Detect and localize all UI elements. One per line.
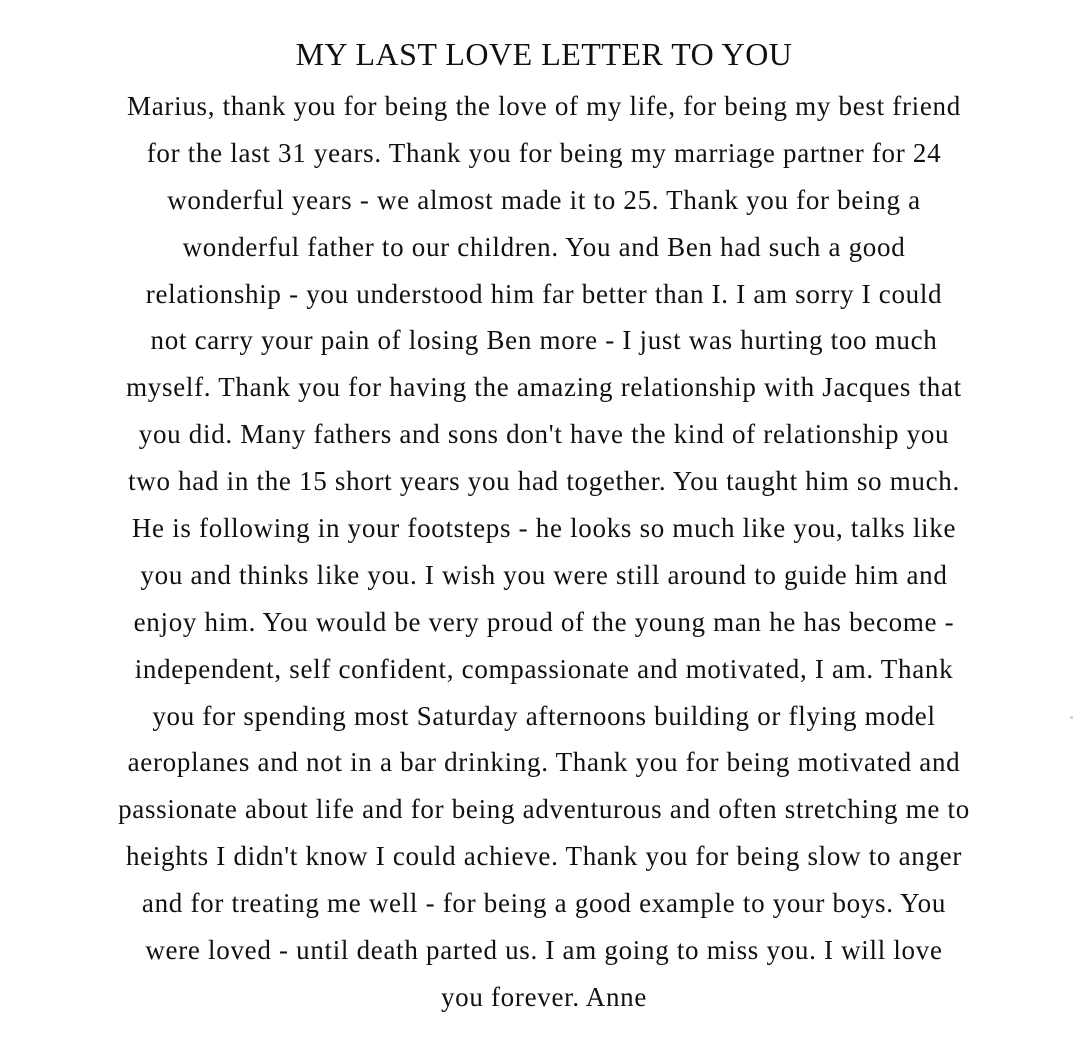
letter-line: myself. Thank you for having the amazing relationship with Jacques that bbox=[126, 372, 962, 403]
letter-line: Marius, thank you for being the love of my life, for being my best friend bbox=[127, 91, 961, 121]
letter-line: you did. Many fathers and sons don't have the kind of relationship you bbox=[138, 419, 950, 450]
scan-speck bbox=[1070, 716, 1073, 719]
letter-line: He is following in your footsteps - he looks so much like you, talks like bbox=[131, 513, 957, 544]
letter-title: MY LAST LOVE LETTER TO YOU bbox=[295, 36, 793, 72]
letter-line: aeroplanes and not in a bar drinking. Thank you for being motivated and bbox=[127, 747, 961, 778]
letter-line: you and thinks like you. I wish you were still around to guide him and bbox=[140, 559, 948, 590]
letter-line: for the last 31 years. Thank you for being my marriage partner for 24 bbox=[146, 137, 942, 168]
letter-line: and for treating me well - for being a good example to your boys. You bbox=[141, 888, 947, 919]
letter-line: relationship - you understood him far better than I. I am sorry I could bbox=[145, 278, 943, 309]
letter-line: passionate about life and for being adventurous and often stretching me to bbox=[118, 794, 970, 825]
letter-line: two had in the 15 short years you had together. You taught him so much. bbox=[128, 466, 960, 497]
letter-line: you for spending most Saturday afternoons building or flying model bbox=[152, 700, 936, 731]
letter-line: wonderful years - we almost made it to 25. Thank you for being a bbox=[167, 184, 921, 215]
letter-line: independent, self confident, compassionate and motivated, I am. Thank bbox=[134, 653, 954, 684]
letter-body bbox=[30, 83, 1058, 1021]
letter-line: not carry your pain of losing Ben more - I just was hurting too much bbox=[150, 325, 938, 356]
letter-line: enjoy him. You would be very proud of the young man he has become - bbox=[133, 606, 955, 637]
letter-line: wonderful father to our children. You and Ben had such a good bbox=[182, 231, 906, 262]
letter-line: heights I didn't know I could achieve. Thank you for being slow to anger bbox=[125, 841, 963, 872]
letter-line: were loved - until death parted us. I am going to miss you. I will love bbox=[145, 935, 943, 966]
letter-signature-line: you forever. Anne bbox=[440, 981, 648, 1012]
